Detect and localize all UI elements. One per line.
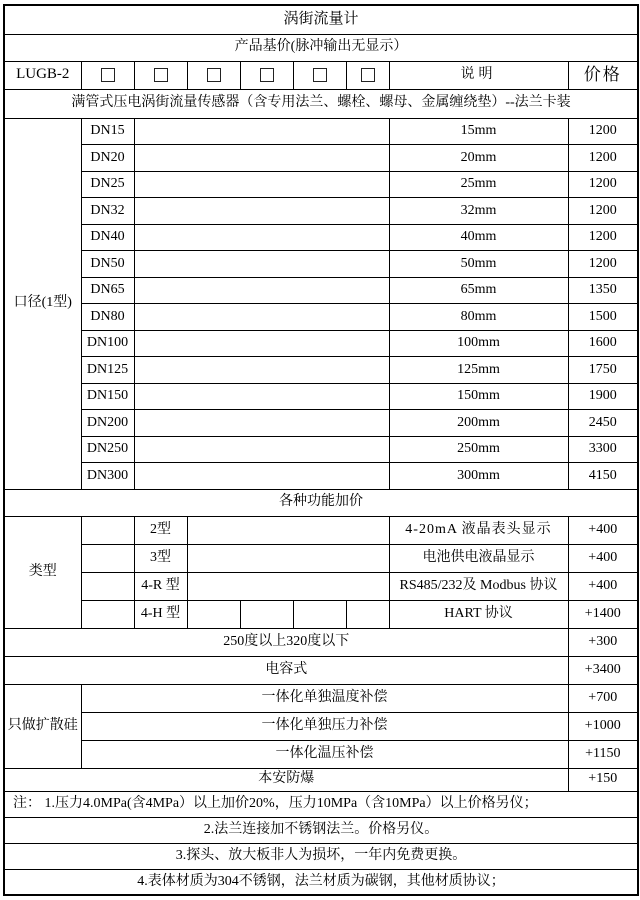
checkbox-cell <box>134 61 187 89</box>
sensor-description: 满管式压电涡街流量传感器（含专用法兰、螺栓、螺母、金属缠绕垫）--法兰卡装 <box>4 89 638 118</box>
table-row <box>4 145 638 172</box>
size-cell: 80mm <box>389 304 568 331</box>
dn-cell: DN20 <box>81 145 134 172</box>
dn-cell: DN125 <box>81 357 134 384</box>
empty-cell <box>134 171 389 198</box>
dn-cell: DN150 <box>81 383 134 410</box>
empty-cell <box>81 544 134 572</box>
empty-cell <box>293 600 346 628</box>
price-cell: +400 <box>568 572 638 600</box>
table-row <box>4 198 638 225</box>
price-cell: 1200 <box>568 118 638 145</box>
desc-cell: 一体化单独温度补偿 <box>81 684 568 712</box>
diameter-section-label: 口径(1型) <box>4 118 81 489</box>
checkbox-cell <box>293 61 346 89</box>
type-cell: 4-R 型 <box>134 572 187 600</box>
size-cell: 15mm <box>389 118 568 145</box>
table-row <box>4 330 638 357</box>
size-cell: 200mm <box>389 410 568 437</box>
table-row <box>4 572 638 600</box>
table-row <box>4 410 638 437</box>
note-row <box>4 817 638 843</box>
dn-cell: DN80 <box>81 304 134 331</box>
table-row <box>4 436 638 463</box>
dn-cell: DN25 <box>81 171 134 198</box>
size-cell: 65mm <box>389 277 568 304</box>
table-row <box>4 740 638 768</box>
note-text: 注： 1.压力4.0MPa(含4MPa）以上加价20%，压力10MPa（含10MPa）以上价格另仪； <box>4 791 638 817</box>
table-row <box>4 118 638 145</box>
note-text: 3.探头、放大板非人为损坏，一年内免费更换。 <box>4 843 638 869</box>
price-header-cell: 价格 <box>568 61 638 89</box>
table-row <box>4 383 638 410</box>
price-cell: +1400 <box>568 600 638 628</box>
price-cell: 1200 <box>568 224 638 251</box>
note-row <box>4 843 638 869</box>
dn-cell: DN200 <box>81 410 134 437</box>
size-cell: 150mm <box>389 383 568 410</box>
empty-cell <box>134 436 389 463</box>
table-row <box>4 600 638 628</box>
price-table <box>3 4 639 896</box>
price-cell: 1900 <box>568 383 638 410</box>
table-row <box>4 516 638 544</box>
checkbox-icon <box>154 68 168 82</box>
dn-cell: DN15 <box>81 118 134 145</box>
checkbox-cell <box>81 61 134 89</box>
desc-cell: 4-20mA 液晶表头显示 <box>389 516 568 544</box>
table-row <box>4 304 638 331</box>
price-cell: 1600 <box>568 330 638 357</box>
note-text: 2.法兰连接加不锈钢法兰。价格另仪。 <box>4 817 638 843</box>
intrinsic-safety-cell: 本安防爆 <box>4 768 568 791</box>
table-row <box>4 684 638 712</box>
price-cell: 1500 <box>568 304 638 331</box>
empty-cell <box>81 600 134 628</box>
desc-cell: RS485/232及 Modbus 协议 <box>389 572 568 600</box>
price-cell: +3400 <box>568 656 638 684</box>
type-cell: 4-H 型 <box>134 600 187 628</box>
checkbox-icon <box>101 68 115 82</box>
note-text: 4.表体材质为304不锈钢，法兰材质为碳钢，其他材质协议； <box>4 869 638 895</box>
empty-cell <box>134 224 389 251</box>
size-cell: 300mm <box>389 463 568 490</box>
note-row <box>4 869 638 895</box>
size-cell: 50mm <box>389 251 568 278</box>
table-row <box>4 544 638 572</box>
size-cell: 40mm <box>389 224 568 251</box>
empty-cell <box>240 600 293 628</box>
price-cell: 1200 <box>568 198 638 225</box>
price-cell: +400 <box>568 516 638 544</box>
table-row <box>4 171 638 198</box>
price-cell: +1000 <box>568 712 638 740</box>
price-cell: 1750 <box>568 357 638 384</box>
price-cell: 4150 <box>568 463 638 490</box>
size-cell: 100mm <box>389 330 568 357</box>
size-cell: 125mm <box>389 357 568 384</box>
empty-cell <box>134 277 389 304</box>
table-row <box>4 768 638 791</box>
price-cell: +400 <box>568 544 638 572</box>
price-cell: +150 <box>568 768 638 791</box>
empty-cell <box>134 383 389 410</box>
empty-cell <box>134 304 389 331</box>
price-cell: +1150 <box>568 740 638 768</box>
model-cell: LUGB-2 <box>4 61 81 89</box>
addon-section-header: 各种功能加价 <box>4 489 638 516</box>
price-cell: 3300 <box>568 436 638 463</box>
size-cell: 25mm <box>389 171 568 198</box>
size-cell: 20mm <box>389 145 568 172</box>
spec-header-cell: 说明 <box>389 61 568 89</box>
empty-cell <box>134 251 389 278</box>
table-row <box>4 463 638 490</box>
dn-cell: DN250 <box>81 436 134 463</box>
type-section-label: 类型 <box>4 516 81 628</box>
empty-cell <box>187 516 389 544</box>
empty-cell <box>187 600 240 628</box>
empty-cell <box>81 516 134 544</box>
desc-cell: 电池供电液晶显示 <box>389 544 568 572</box>
dn-cell: DN32 <box>81 198 134 225</box>
desc-cell: 一体化单独压力补偿 <box>81 712 568 740</box>
price-cell: 1200 <box>568 251 638 278</box>
checkbox-cell <box>346 61 389 89</box>
dn-cell: DN300 <box>81 463 134 490</box>
price-cell: 1200 <box>568 145 638 172</box>
dn-cell: DN40 <box>81 224 134 251</box>
dn-cell: DN50 <box>81 251 134 278</box>
desc-cell: 一体化温压补偿 <box>81 740 568 768</box>
table-row <box>4 712 638 740</box>
price-cell: 1200 <box>568 171 638 198</box>
price-cell: 1350 <box>568 277 638 304</box>
empty-cell <box>346 600 389 628</box>
table-row <box>4 628 638 656</box>
empty-cell <box>134 357 389 384</box>
empty-cell <box>187 544 389 572</box>
price-cell: 2450 <box>568 410 638 437</box>
empty-cell <box>134 198 389 225</box>
type-cell: 3型 <box>134 544 187 572</box>
capacitive-option-cell: 电容式 <box>4 656 568 684</box>
page-title: 涡街流量计 <box>4 5 638 34</box>
empty-cell <box>81 572 134 600</box>
compensation-section-label: 只做扩散硅 <box>4 684 81 768</box>
desc-cell: HART 协议 <box>389 600 568 628</box>
note-row <box>4 791 638 817</box>
table-row <box>4 656 638 684</box>
checkbox-icon <box>313 68 327 82</box>
price-cell: +300 <box>568 628 638 656</box>
checkbox-icon <box>260 68 274 82</box>
table-row <box>4 251 638 278</box>
size-cell: 32mm <box>389 198 568 225</box>
table-row <box>4 277 638 304</box>
table-row <box>4 224 638 251</box>
table-row <box>4 357 638 384</box>
checkbox-cell <box>240 61 293 89</box>
checkbox-cell <box>187 61 240 89</box>
empty-cell <box>187 572 389 600</box>
temperature-option-cell: 250度以上320度以下 <box>4 628 568 656</box>
empty-cell <box>134 145 389 172</box>
base-price-header: 产品基价(脉冲输出无显示） <box>4 34 638 61</box>
checkbox-icon <box>361 68 375 82</box>
empty-cell <box>134 330 389 357</box>
dn-cell: DN100 <box>81 330 134 357</box>
type-cell: 2型 <box>134 516 187 544</box>
empty-cell <box>134 410 389 437</box>
empty-cell <box>134 118 389 145</box>
empty-cell <box>134 463 389 490</box>
price-cell: +700 <box>568 684 638 712</box>
size-cell: 250mm <box>389 436 568 463</box>
dn-cell: DN65 <box>81 277 134 304</box>
checkbox-icon <box>207 68 221 82</box>
